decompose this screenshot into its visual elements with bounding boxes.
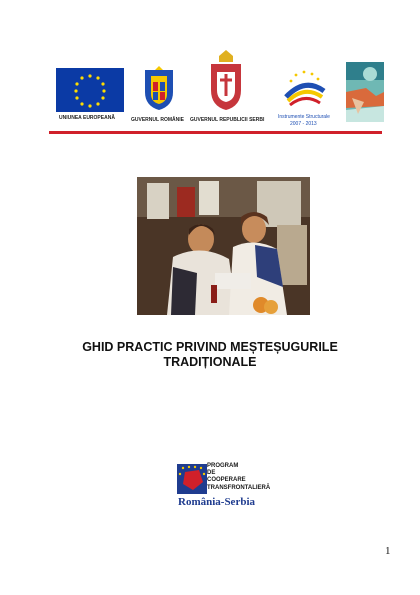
- artisans-photo: [137, 177, 310, 315]
- eu-caption: UNIUNEA EUROPEANĂ: [59, 115, 115, 121]
- structural-years: 2007 - 2013: [290, 121, 317, 127]
- romania-coat-of-arms-icon: [141, 66, 177, 112]
- structural-caption: Instrumente Structurale: [278, 114, 330, 120]
- document-title: [60, 340, 360, 370]
- serbia-coat-of-arms-icon: [207, 50, 245, 112]
- program-line-4: TRANSFRONTALIERĂ: [207, 484, 271, 491]
- program-subtitle: România-Serbia: [178, 496, 255, 508]
- program-line-2: DE: [207, 470, 216, 477]
- title-line-2: TRADIȚIONALE: [163, 355, 257, 369]
- romania-caption: GUVERNUL ROMÂNIE: [131, 117, 184, 123]
- program-text: [207, 463, 270, 492]
- program-line-3: COOPERARE: [207, 477, 246, 484]
- eu-flag-icon: [56, 68, 124, 112]
- header-red-rule: [49, 131, 382, 134]
- program-line-1: PROGRAM: [207, 463, 239, 469]
- title-line-1: GHID PRACTIC PRIVIND MEȘTEȘUGURILE: [82, 340, 338, 354]
- logo-header: [0, 0, 420, 140]
- structural-instruments-icon: [282, 67, 328, 107]
- project-artwork-icon: [346, 62, 384, 122]
- serbia-caption: GUVERNUL REPUBLICII SERBI: [190, 117, 265, 123]
- page-number: 1: [385, 545, 391, 557]
